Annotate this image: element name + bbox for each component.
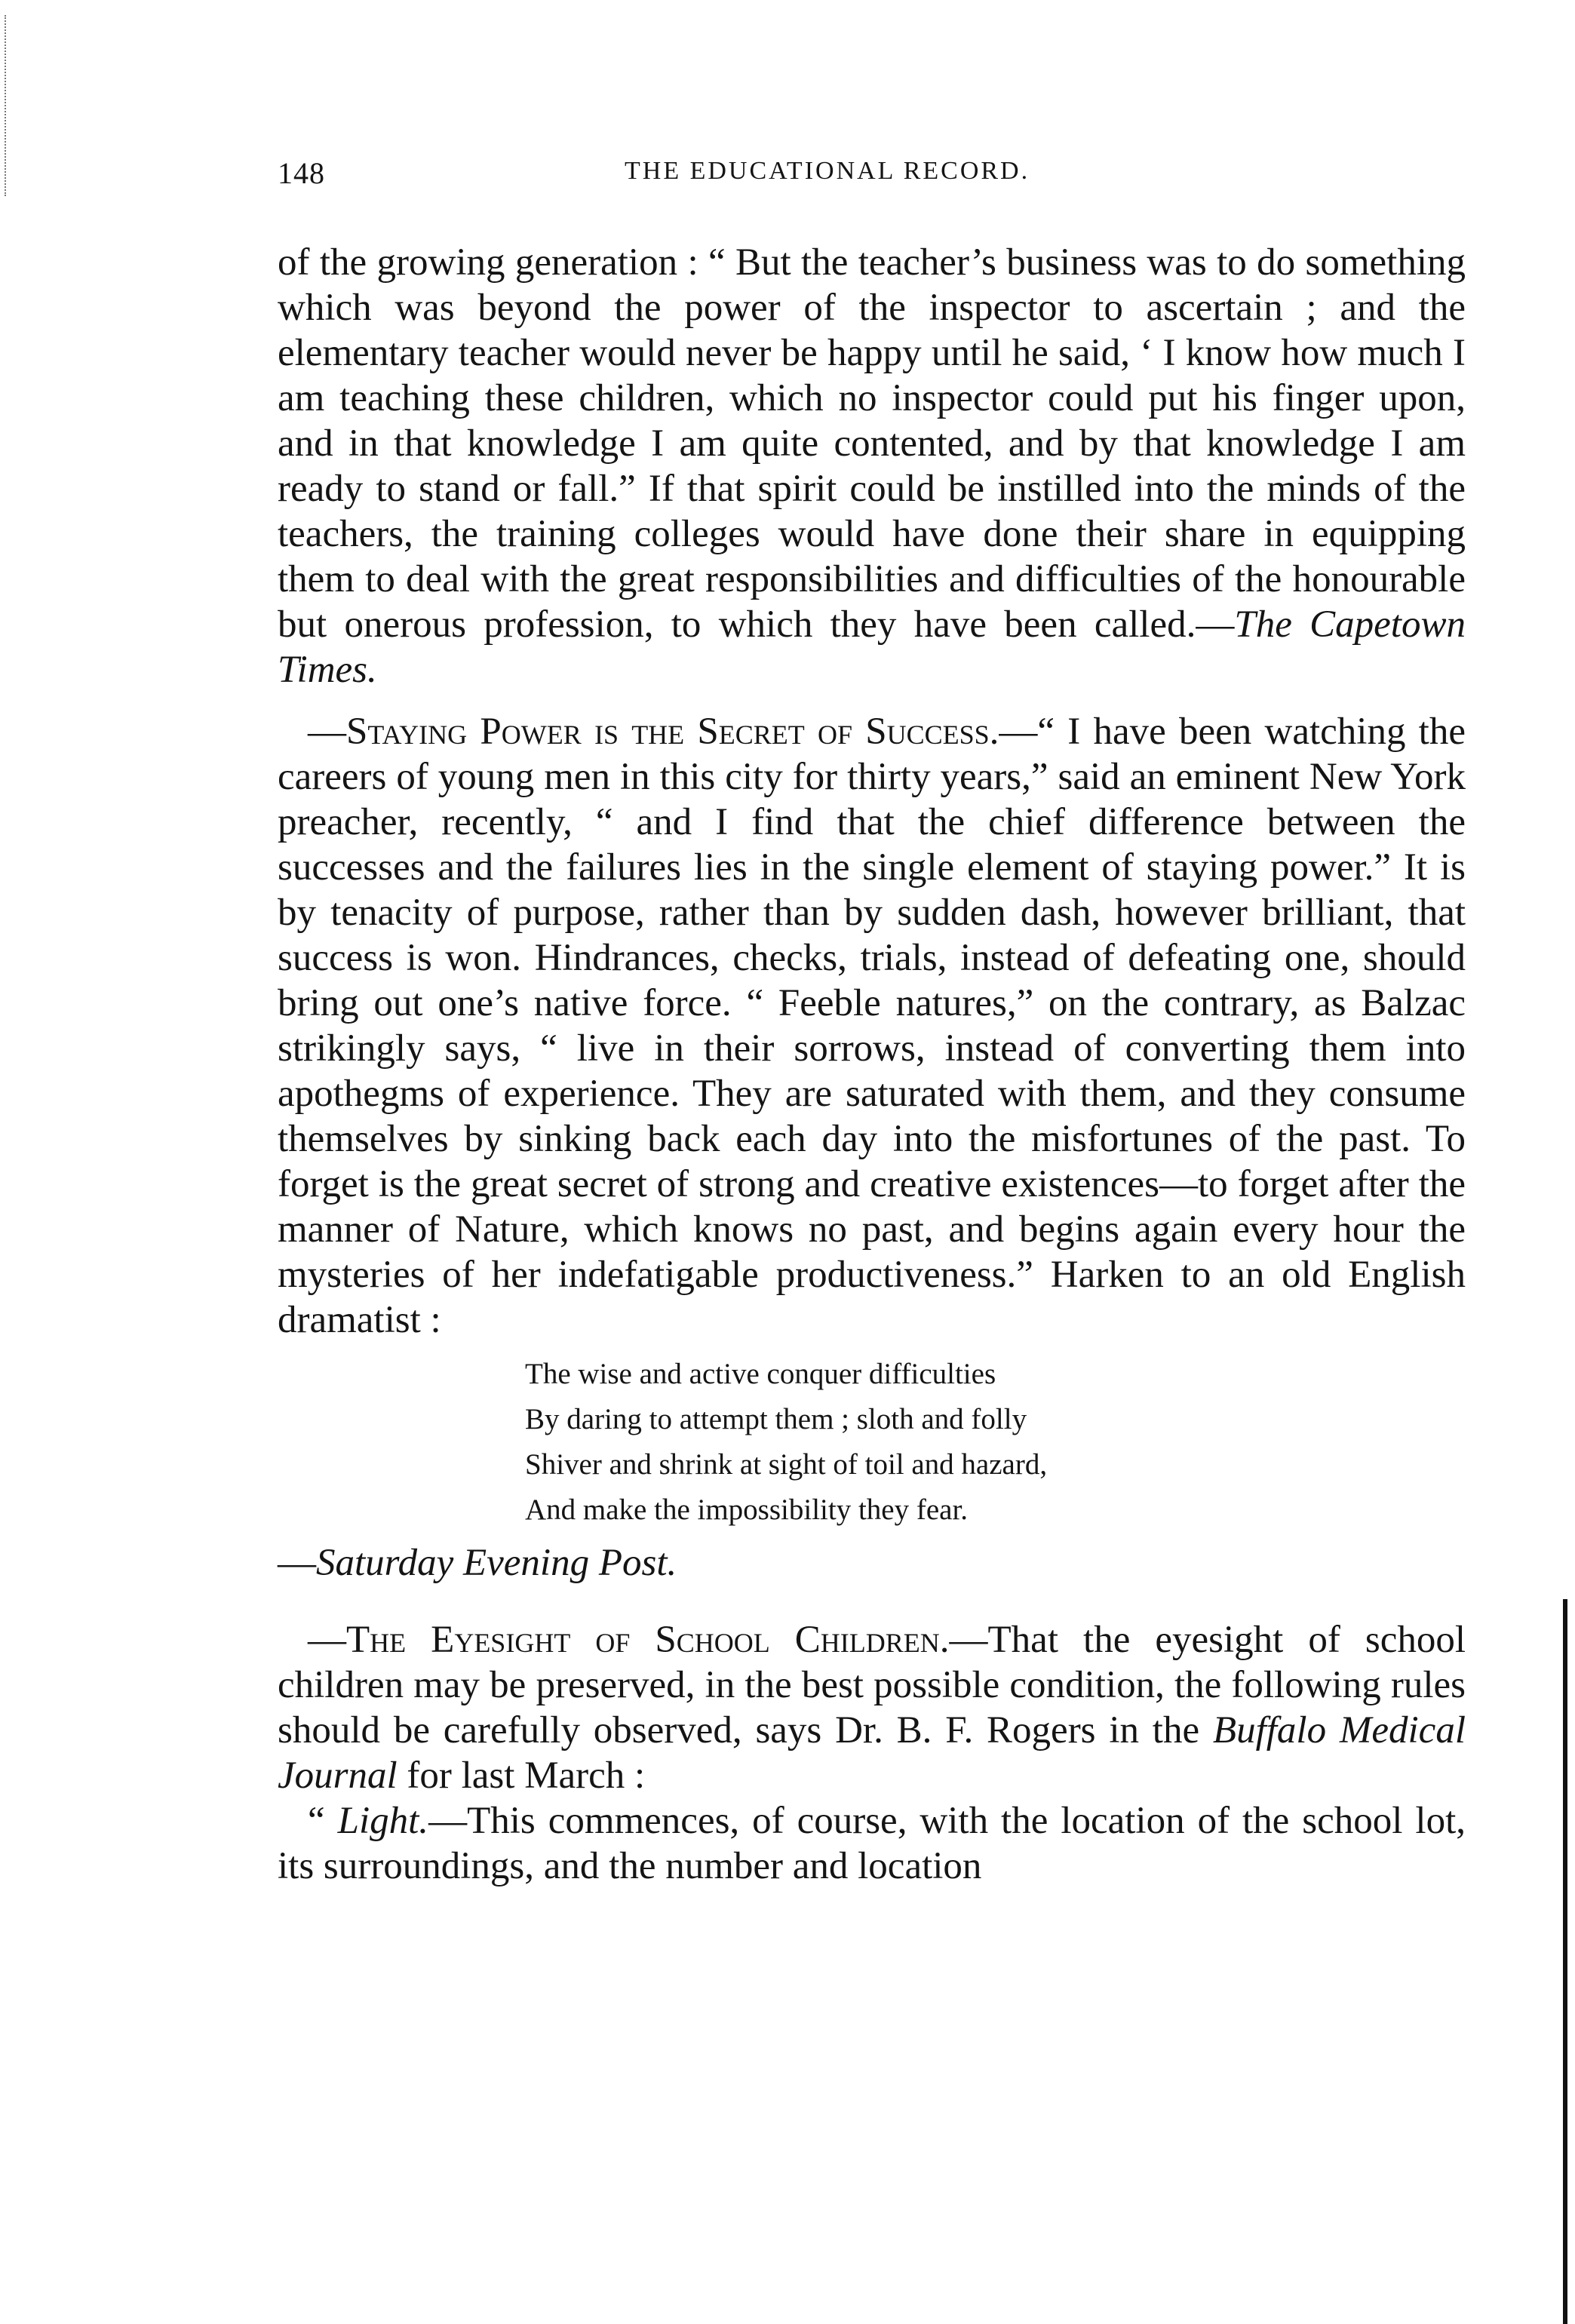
paragraph-text: of the growing generation : “ But the teacher’s business was to do something which was beyond the power of the inspector to ascertain ; and the elementary teacher would never be happy until he said, ‘ I know how much I am teaching these children, which no inspector could put his finger upon, and in that knowledge I am quite contented, and by that knowledge I am ready to stand or fall.” If that spirit could be instilled into the minds of the teachers, the training colleges would have done their share in equipping them to deal with the great responsibilities and difficulties of the honourable but onerous profession, to which they have been called.—	[278, 241, 1466, 646]
source-signature	[278, 1540, 1466, 1586]
verse-quotation	[525, 1352, 1466, 1533]
article-body	[278, 240, 1466, 1889]
verse-line: By daring to attempt them ; sloth and folly	[525, 1403, 1027, 1435]
binding-edge-line	[1563, 1599, 1567, 2324]
page-header	[278, 155, 1466, 201]
section-heading: —The Eyesight of School Children.—	[308, 1619, 988, 1661]
paragraph-eyesight	[278, 1617, 1466, 1798]
source-citation: The Capetown Times.	[278, 603, 1466, 691]
paragraph-text: “ I have been watching the careers of young men in this city for thirty years,” said an eminent New York preacher, recently, “ and I find that the chief difference between the successes and the failures lies in the single element of staying power.” It is by tenacity of purpose, rather than by sudden dash, however brilliant, that success is won. Hindrances, checks, trials, instead of defeating one, should bring out one’s native force. “ Feeble natures,” on the contrary, as Balzac strikingly says, “ live in their sorrows, instead of converting them into apothegms of experience. They are saturated with them, and they consume themselves by sinking back each day into the misfortunes of the past. To forget is the great secret of strong and creative existences—to forget after the manner of Nature, which knows no past, and begins again every hour the mysteries of her indefatigable productiveness.” Harken to an old English dramatist :	[278, 711, 1466, 1341]
section-heading: —Staying Power is the Secret of Success.—	[308, 711, 1038, 753]
subsection-label: Light.	[337, 1800, 429, 1842]
paragraph-light	[278, 1798, 1466, 1889]
verse-line: And make the impossibility they fear.	[525, 1494, 969, 1526]
paragraph-text: —This commences, of course, with the location of the school lot, its surroundings, and the number and location	[278, 1800, 1466, 1887]
running-head: THE EDUCATIONAL RECORD.	[625, 157, 1030, 185]
scan-edge-marks	[5, 15, 9, 196]
verse-line: Shiver and shrink at sight of toil and hazard,	[525, 1448, 1048, 1481]
verse-line: The wise and active conquer difficulties	[525, 1358, 996, 1390]
source-citation: Saturday Evening Post.	[316, 1542, 677, 1584]
open-quote: “	[308, 1800, 338, 1842]
paragraph-continuation	[278, 240, 1466, 692]
journal-title: Buffalo Medical Journal	[278, 1709, 1466, 1797]
paragraph-staying-power	[278, 709, 1466, 1343]
signature-dash: —	[278, 1542, 316, 1584]
paragraph-text: for last March :	[397, 1755, 646, 1797]
paragraph-text: That the eyesight of school children may be preserved, in the best possible condition, the following rules should be carefully observed, says Dr. B. F. Rogers in the	[278, 1619, 1466, 1751]
page-number: 148	[278, 156, 325, 190]
